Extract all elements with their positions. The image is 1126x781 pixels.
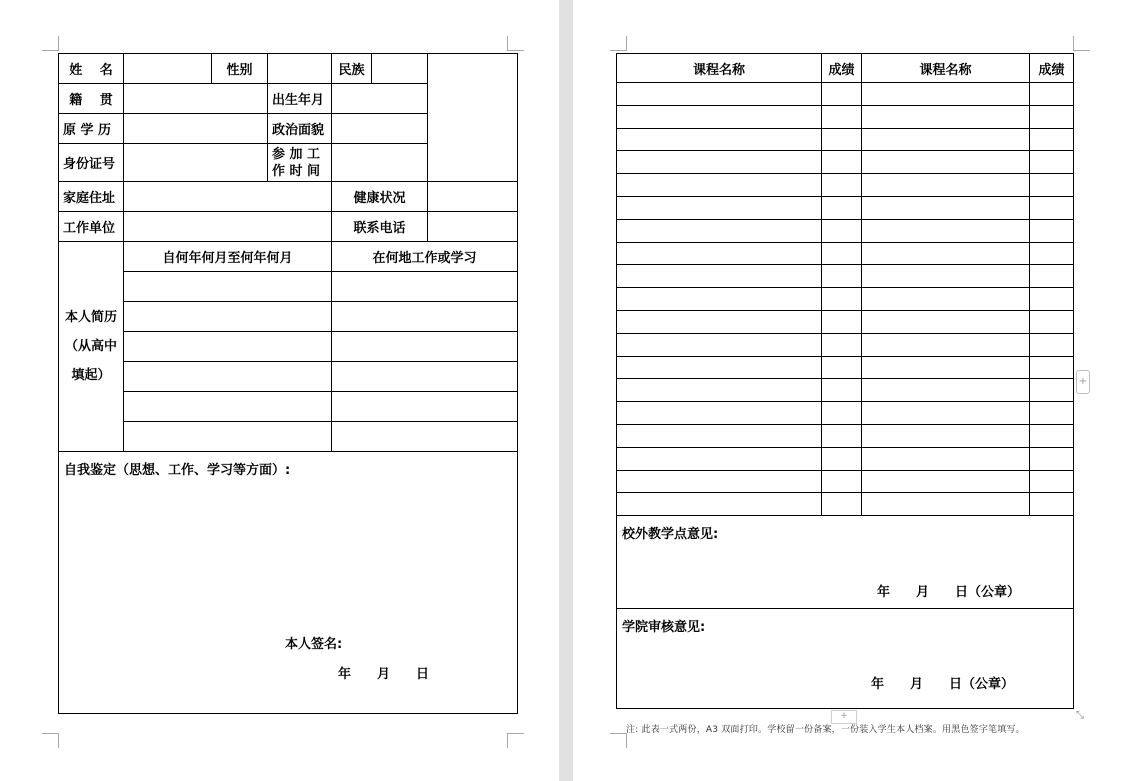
course-name-header: 课程名称 (862, 54, 1030, 83)
score-cell[interactable] (1030, 288, 1074, 311)
course-name-cell[interactable] (862, 83, 1030, 106)
course-row (617, 242, 1074, 265)
course-row (617, 402, 1074, 425)
crop-mark-top-left (610, 36, 627, 51)
course-name-cell[interactable] (617, 333, 822, 356)
score-cell[interactable] (822, 105, 862, 128)
external-site-opinion-label: 校外教学点意见: (622, 527, 719, 543)
course-row (617, 265, 1074, 288)
crop-mark-bottom-right (507, 733, 524, 748)
resume-label-line3: 填起） (71, 367, 111, 383)
course-name-cell[interactable] (617, 402, 822, 425)
work-start-label (268, 144, 332, 182)
resume-place-cell[interactable] (332, 302, 518, 332)
ethnic-label: 民族 (332, 54, 372, 84)
course-name-cell[interactable] (617, 288, 822, 311)
footnote: 注: 此表一式两份，A3 双面打印。学校留一份备案，一份装入学生本人档案。用黑色签字笔填写。 (626, 725, 1025, 735)
phone-label: 联系电话 (332, 212, 428, 242)
resume-place-cell[interactable] (332, 332, 518, 362)
resume-period-cell[interactable] (124, 272, 332, 302)
course-name-cell[interactable] (617, 424, 822, 447)
student-info-form (58, 53, 518, 714)
course-name-cell[interactable] (862, 333, 1030, 356)
course-name-cell[interactable] (862, 493, 1030, 516)
course-name-cell[interactable] (617, 493, 822, 516)
score-cell[interactable] (822, 265, 862, 288)
score-cell[interactable] (822, 402, 862, 425)
score-cell[interactable] (822, 493, 862, 516)
photo-box[interactable] (428, 54, 518, 182)
score-cell[interactable] (822, 196, 862, 219)
resume-period-header: 自何年何月至何年何月 (124, 242, 332, 272)
resume-place-header: 在何地工作或学习 (332, 242, 518, 272)
course-name-cell[interactable] (862, 174, 1030, 197)
course-name-cell[interactable] (862, 288, 1030, 311)
score-cell[interactable] (822, 333, 862, 356)
score-cell[interactable] (1030, 105, 1074, 128)
gender-field[interactable] (268, 54, 332, 84)
score-cell[interactable] (1030, 128, 1074, 151)
education-field[interactable] (124, 114, 268, 144)
score-cell[interactable] (1030, 83, 1074, 106)
course-row (617, 128, 1074, 151)
resume-label-line2: （从高中 (64, 338, 117, 354)
course-name-cell[interactable] (617, 105, 822, 128)
score-cell[interactable] (822, 151, 862, 174)
resume-place-cell[interactable] (332, 362, 518, 392)
course-row (617, 196, 1074, 219)
resume-period-cell[interactable] (124, 302, 332, 332)
self-evaluation-label: 自我鉴定（思想、工作、学习等方面）: (64, 463, 291, 478)
gender-label: 性别 (212, 54, 268, 84)
course-name-cell[interactable] (617, 242, 822, 265)
course-name-cell[interactable] (862, 242, 1030, 265)
resume-period-cell[interactable] (124, 422, 332, 452)
course-row (617, 470, 1074, 493)
score-cell[interactable] (1030, 402, 1074, 425)
score-cell[interactable] (1030, 265, 1074, 288)
ethnic-field[interactable] (372, 54, 428, 84)
score-cell[interactable] (1030, 310, 1074, 333)
course-name-cell[interactable] (617, 447, 822, 470)
health-label: 健康状况 (332, 182, 428, 212)
crop-mark-top-right (1073, 36, 1090, 51)
course-name-cell[interactable] (862, 151, 1030, 174)
resize-diagonal-icon[interactable]: ⤡ (1076, 710, 1084, 721)
id-number-field[interactable] (124, 144, 268, 182)
course-row (617, 333, 1074, 356)
course-row (617, 219, 1074, 242)
course-row (617, 83, 1074, 106)
score-cell[interactable] (1030, 242, 1074, 265)
document-page-right (573, 0, 1126, 781)
score-cell[interactable] (822, 447, 862, 470)
score-cell[interactable] (1030, 493, 1074, 516)
course-row (617, 174, 1074, 197)
score-cell[interactable] (1030, 379, 1074, 402)
course-row (617, 356, 1074, 379)
birth-label: 出生年月 (268, 84, 332, 114)
course-name-cell[interactable] (617, 151, 822, 174)
health-field[interactable] (428, 182, 518, 212)
address-label: 家庭住址 (59, 182, 124, 212)
course-row (617, 379, 1074, 402)
score-cell[interactable] (1030, 219, 1074, 242)
document-page-left (0, 0, 559, 781)
education-label: 原 学 历 (59, 114, 124, 144)
self-evaluation-box[interactable] (59, 452, 518, 714)
work-start-field[interactable] (332, 144, 428, 182)
employer-field[interactable] (124, 212, 332, 242)
course-name-cell[interactable] (617, 470, 822, 493)
course-name-cell[interactable] (617, 310, 822, 333)
course-row (617, 447, 1074, 470)
crop-mark-top-right (507, 36, 524, 51)
resume-label-line1: 本人简历 (64, 309, 117, 325)
score-cell[interactable] (1030, 424, 1074, 447)
origin-field[interactable] (124, 84, 268, 114)
course-row (617, 105, 1074, 128)
college-review-opinion-label: 学院审核意见: (622, 620, 706, 636)
external-site-seal-date: 年 月 日（公章） (877, 585, 1021, 601)
course-name-cell[interactable] (617, 174, 822, 197)
resume-period-cell[interactable] (124, 392, 332, 422)
score-cell[interactable] (1030, 356, 1074, 379)
score-cell[interactable] (822, 128, 862, 151)
resume-place-cell[interactable] (332, 272, 518, 302)
politics-label: 政治面貌 (268, 114, 332, 144)
signature-date: 年 月 日 (338, 667, 430, 682)
course-name-cell[interactable] (862, 265, 1030, 288)
course-name-cell[interactable] (617, 196, 822, 219)
course-name-cell[interactable] (862, 356, 1030, 379)
score-cell[interactable] (822, 174, 862, 197)
course-name-header: 课程名称 (617, 54, 822, 83)
work-start-label-line1: 参 加 工 (272, 146, 321, 162)
plus-icon[interactable]: + (1076, 370, 1090, 394)
course-name-cell[interactable] (862, 447, 1030, 470)
resume-place-cell[interactable] (332, 422, 518, 452)
name-label: 姓 名 (59, 54, 124, 84)
crop-mark-top-left (42, 36, 59, 51)
course-name-cell[interactable] (862, 105, 1030, 128)
score-cell[interactable] (822, 356, 862, 379)
course-name-cell[interactable] (617, 128, 822, 151)
course-name-cell[interactable] (862, 424, 1030, 447)
score-cell[interactable] (1030, 151, 1074, 174)
birth-field[interactable] (332, 84, 428, 114)
score-cell[interactable] (822, 219, 862, 242)
score-cell[interactable] (1030, 470, 1074, 493)
course-row (617, 288, 1074, 311)
course-name-cell[interactable] (862, 128, 1030, 151)
score-cell[interactable] (1030, 333, 1074, 356)
score-cell[interactable] (1030, 196, 1074, 219)
course-name-cell[interactable] (862, 470, 1030, 493)
score-cell[interactable] (1030, 174, 1074, 197)
score-cell[interactable] (1030, 447, 1074, 470)
resume-label (59, 242, 124, 452)
course-name-cell[interactable] (617, 379, 822, 402)
crop-mark-bottom-left (610, 733, 627, 748)
score-cell[interactable] (822, 288, 862, 311)
course-row (617, 310, 1074, 333)
course-name-cell[interactable] (617, 83, 822, 106)
course-row (617, 151, 1074, 174)
employer-label: 工作单位 (59, 212, 124, 242)
course-name-cell[interactable] (617, 219, 822, 242)
course-name-cell[interactable] (862, 196, 1030, 219)
signature-label: 本人签名: (285, 637, 343, 652)
score-header: 成绩 (1030, 54, 1074, 83)
resume-place-cell[interactable] (332, 392, 518, 422)
plus-icon[interactable]: + (831, 710, 857, 724)
address-field[interactable] (124, 182, 332, 212)
course-row (617, 493, 1074, 516)
college-review-opinion-box[interactable] (617, 609, 1074, 709)
crop-mark-bottom-left (42, 733, 59, 748)
politics-field[interactable] (332, 114, 428, 144)
name-field[interactable] (124, 54, 212, 84)
origin-label: 籍 贯 (59, 84, 124, 114)
score-cell[interactable] (822, 470, 862, 493)
score-cell[interactable] (822, 83, 862, 106)
course-name-cell[interactable] (862, 402, 1030, 425)
resume-period-cell[interactable] (124, 332, 332, 362)
course-name-cell[interactable] (617, 356, 822, 379)
phone-field[interactable] (428, 212, 518, 242)
course-row (617, 424, 1074, 447)
score-cell[interactable] (822, 242, 862, 265)
college-review-seal-date: 年 月 日（公章） (871, 677, 1015, 693)
course-grades-form (616, 53, 1074, 709)
score-cell[interactable] (822, 424, 862, 447)
resume-period-cell[interactable] (124, 362, 332, 392)
course-name-cell[interactable] (862, 379, 1030, 402)
score-cell[interactable] (822, 379, 862, 402)
course-name-cell[interactable] (862, 219, 1030, 242)
score-cell[interactable] (822, 310, 862, 333)
course-name-cell[interactable] (862, 310, 1030, 333)
work-start-label-line2: 作 时 间 (272, 163, 321, 179)
external-site-opinion-box[interactable] (617, 516, 1074, 609)
score-header: 成绩 (822, 54, 862, 83)
course-name-cell[interactable] (617, 265, 822, 288)
id-number-label: 身份证号 (59, 144, 124, 182)
